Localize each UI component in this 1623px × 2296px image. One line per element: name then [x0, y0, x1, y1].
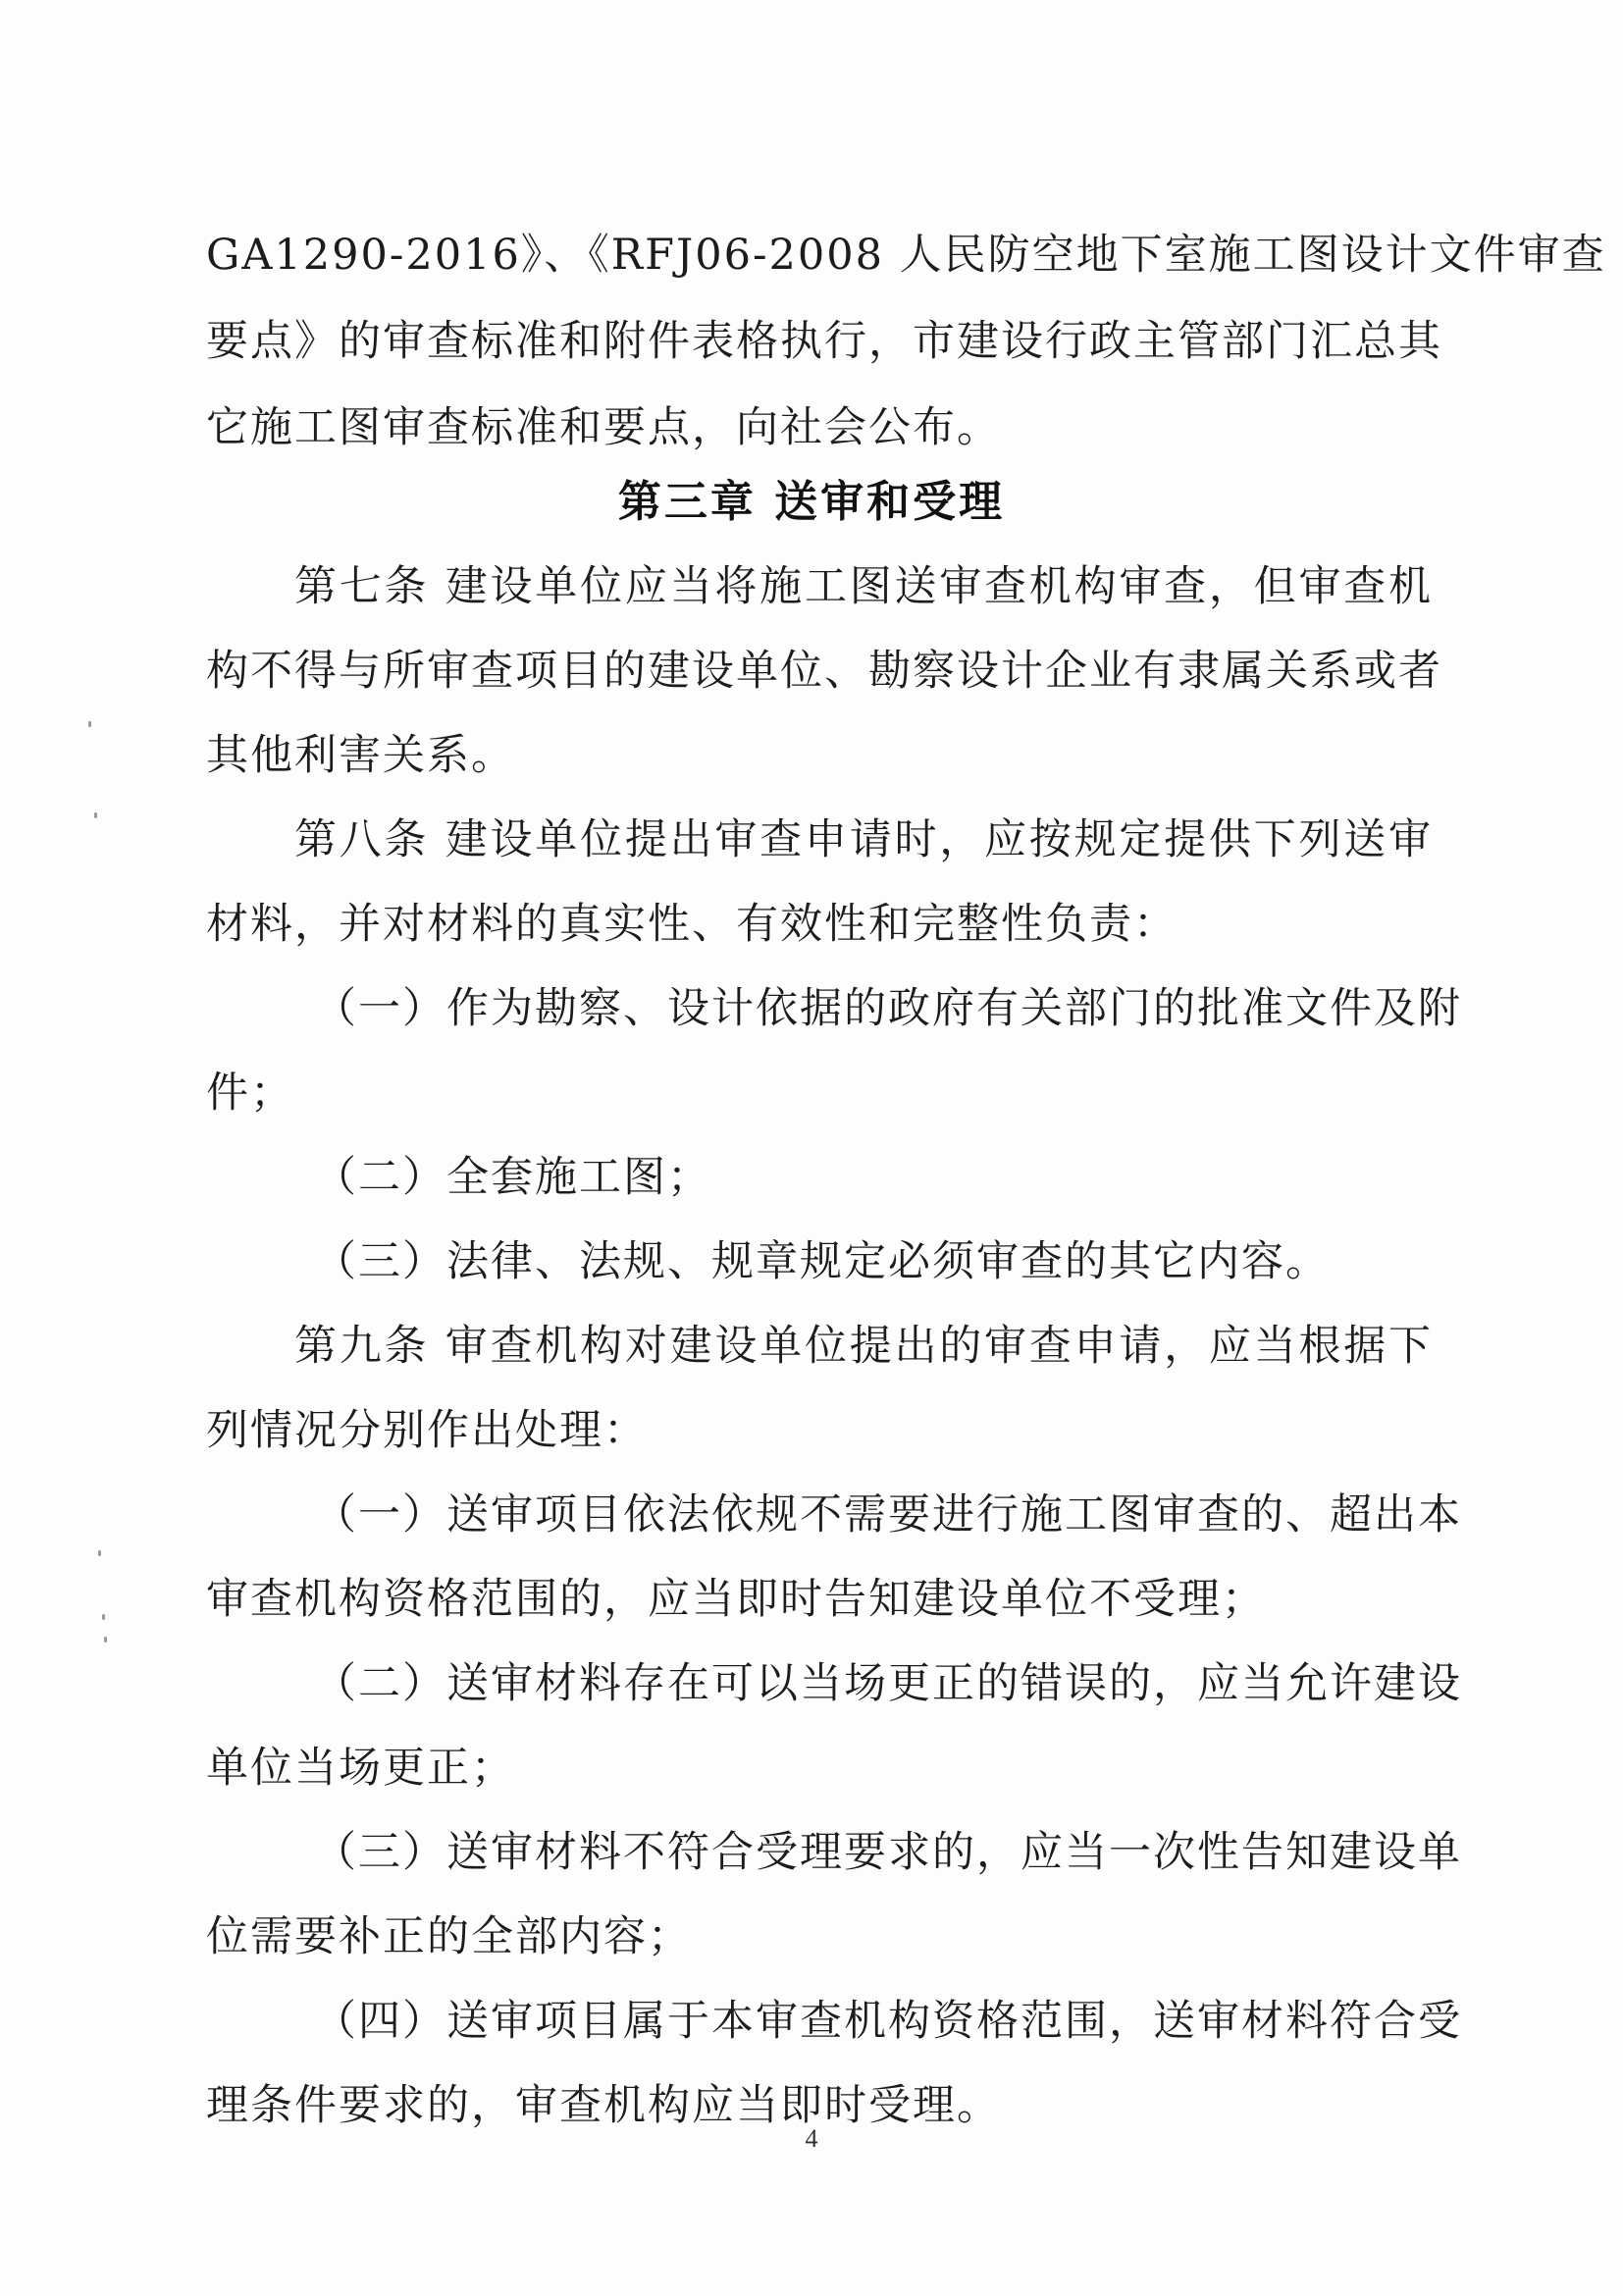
- article-8-item-2: （二）全套施工图；: [314, 1153, 711, 1202]
- text-line-2: 要点》的审查标准和附件表格执行，市建设行政主管部门汇总其: [206, 317, 1442, 366]
- chapter-heading: 第三章 送审和受理: [617, 477, 1006, 527]
- article-8-item-3: （三）法律、法规、规章规定必须审查的其它内容。: [314, 1237, 1330, 1286]
- article-9-item-3-line-2: 位需要补正的全部内容；: [206, 1912, 692, 1961]
- article-9-item-1-line-2: 审查机构资格范围的，应当即时告知建设单位不受理；: [206, 1575, 1266, 1624]
- article-8-item-1-line-1: （一）作为勘察、设计依据的政府有关部门的批准文件及附: [314, 984, 1462, 1033]
- article-7-line-1: 第七条 建设单位应当将施工图送审查机构审查，但审查机: [294, 562, 1433, 611]
- scan-speck: [88, 721, 91, 727]
- article-9-item-4-line-1: （四）送审项目属于本审查机构资格范围，送审材料符合受: [314, 1997, 1462, 2046]
- article-9-item-3-line-1: （三）送审材料不符合受理要求的，应当一次性告知建设单: [314, 1828, 1462, 1877]
- article-9-item-4-line-2: 理条件要求的，审查机构应当即时受理。: [206, 2081, 1001, 2130]
- article-7-line-2: 构不得与所审查项目的建设单位、勘察设计企业有隶属关系或者: [206, 647, 1442, 696]
- text-line-3: 它施工图审查标准和要点，向社会公布。: [206, 403, 1001, 452]
- article-9-item-1-line-1: （一）送审项目依法依规不需要进行施工图审查的、超出本: [314, 1490, 1462, 1539]
- article-8-line-1: 第八条 建设单位提出审查申请时，应按规定提供下列送审: [294, 815, 1433, 864]
- text-line-1: GA1290-2016》、《RFJ06-2008 人民防空地下室施工图设计文件审查: [206, 231, 1606, 280]
- scan-speck: [94, 812, 97, 818]
- scan-speck: [104, 1637, 107, 1643]
- scan-speck: [98, 1550, 101, 1556]
- article-9-item-2-line-1: （二）送审材料存在可以当场更正的错误的，应当允许建设: [314, 1659, 1462, 1708]
- article-8-item-1-line-2: 件；: [206, 1069, 294, 1118]
- article-9-line-2: 列情况分别作出处理：: [206, 1406, 648, 1455]
- article-9-line-1: 第九条 审查机构对建设单位提出的审查申请，应当根据下: [294, 1322, 1433, 1371]
- article-9-item-2-line-2: 单位当场更正；: [206, 1744, 515, 1793]
- scan-speck: [102, 1614, 105, 1620]
- article-8-line-2: 材料，并对材料的真实性、有效性和完整性负责：: [206, 900, 1178, 949]
- article-7-line-3: 其他利害关系。: [206, 731, 515, 780]
- page-number: 4: [805, 2124, 818, 2153]
